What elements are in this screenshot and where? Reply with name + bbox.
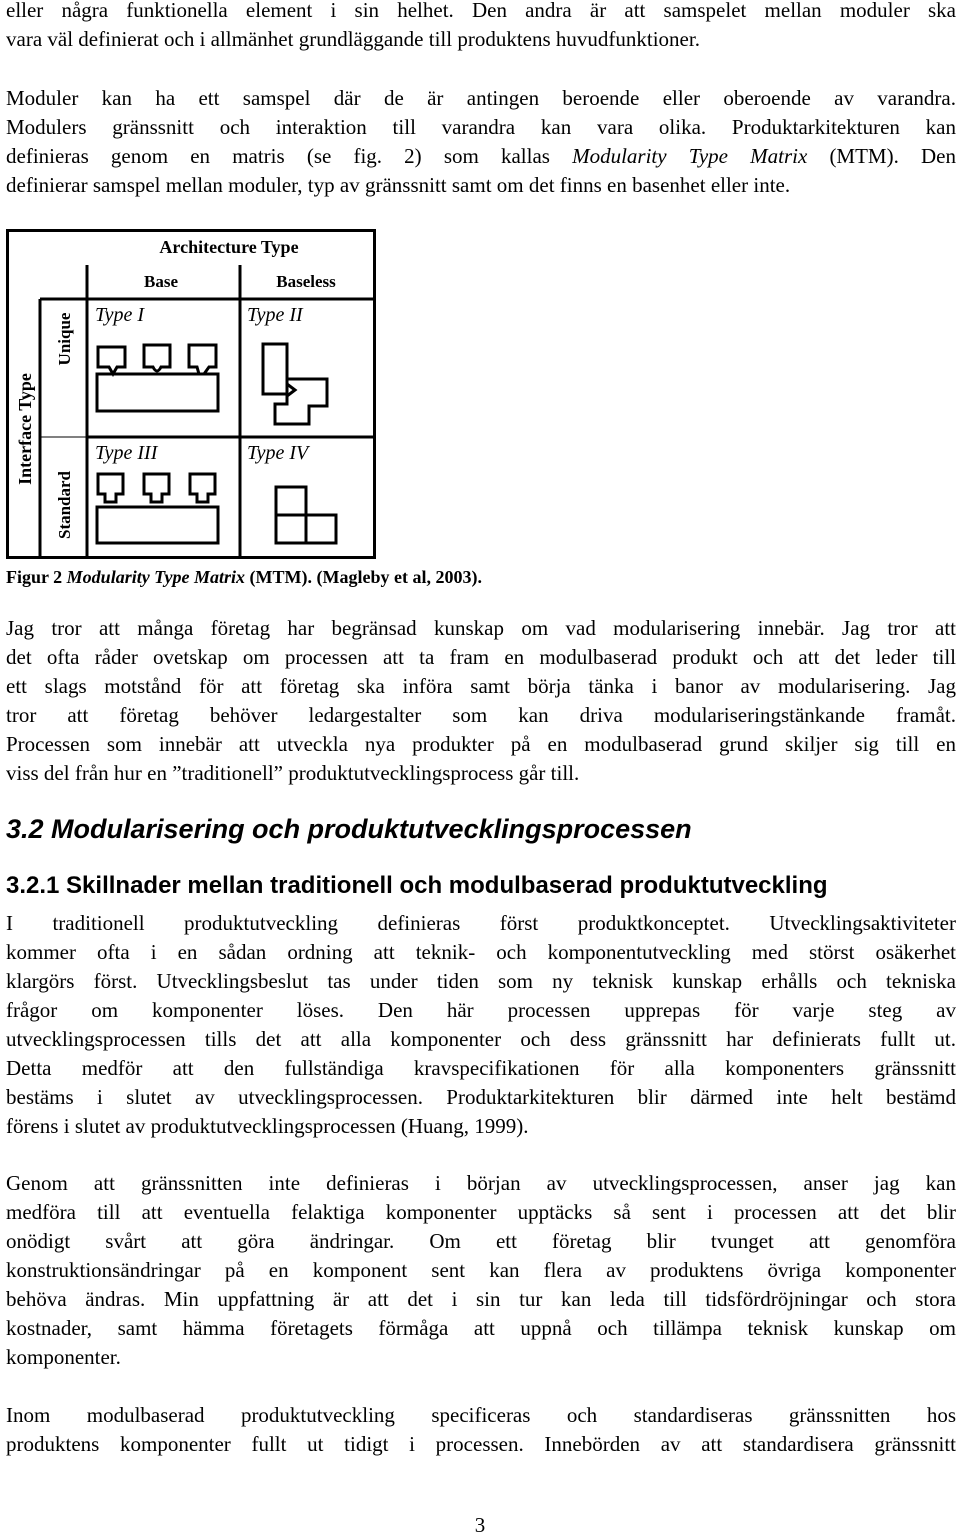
text-line: klargörs först. Utvecklingsbeslut tas under tiden som ny teknisk kunskap erhålls och tekniska (6, 969, 956, 993)
text-line: produktens komponenter fullt ut tidigt i processen. Innebörden av att standardisera gränssnitt (6, 1432, 956, 1456)
paragraph-consequences (6, 1169, 956, 1372)
text-line: det ofta råder ovetskap om processen att ta fram en modulbaserad produkt och att det leder till (6, 645, 956, 669)
text-line: frågor om komponenter löses. Den här processen upprepas för varje steg av (6, 998, 956, 1022)
type-iv-diagram (276, 487, 336, 543)
interface-type-label: Interface Type (15, 373, 35, 485)
section-heading: 3.2 Modularisering och produktutvecklingsprocessen (6, 814, 692, 844)
standard-label: Standard (55, 470, 74, 540)
text-line: kostnader, samt hämma företagets förmåga att uppnå och tillämpa teknisk kunskap om (6, 1316, 956, 1340)
figure-caption (6, 566, 482, 588)
paragraph-modules (6, 84, 956, 200)
text-line: bestäms i slutet av utvecklingsprocessen. Produktarkitekturen blir därmed inte helt bestämd (6, 1085, 956, 1109)
text-line: definierar samspel mellan moduler, typ av gränssnitt samt om det finns en basenhet eller inte. (6, 173, 791, 197)
unique-label: Unique (55, 312, 74, 366)
caption-suffix: (MTM). (Magleby et al, 2003). (245, 567, 482, 587)
paragraph-intro (6, 0, 956, 54)
text-line: ett slags motstånd för att företag ska införa samt börja tänka i banor av modularisering. Jag (6, 674, 956, 698)
modularity-type-matrix-figure (6, 229, 376, 559)
type-iii-label: Type III (95, 442, 158, 464)
text-line: eller några funktionella element i sin helhet. Den andra är att samspelet mellan moduler ska (6, 0, 956, 22)
caption-prefix: Figur 2 (6, 567, 67, 587)
text-line: vara väl definierat och i allmänhet grundläggande till produktens huvudfunktioner. (6, 27, 700, 51)
architecture-type-label: Architecture Type (159, 237, 299, 257)
text-line: Detta medför att den fullständiga kravspecifikationen för alla komponenters gränssnitt (6, 1056, 956, 1080)
type-ii-diagram (263, 344, 327, 424)
text-line: förens i slutet av produktutvecklingsprocessen (Huang, 1999). (6, 1114, 529, 1138)
type-i-diagram (97, 345, 218, 411)
text-line: konstruktionsändringar på en komponent sent kan flera av produktens övriga komponenter (6, 1258, 956, 1282)
base-label: Base (144, 272, 178, 291)
text-line: Processen som innebär att utveckla nya produkter på en modulbaserad grund skiljer sig till en (6, 732, 956, 756)
type-iv-label: Type IV (247, 442, 309, 464)
baseless-label: Baseless (276, 272, 336, 291)
paragraph-modular (6, 1401, 956, 1459)
subsection-heading: 3.2.1 Skillnader mellan traditionell och modulbaserad produktutveckling (6, 872, 828, 899)
paragraph-opinion (6, 614, 956, 788)
text-line: definieras genom en matris (se fig. 2) som kallas Modularity Type Matrix (MTM). Den (6, 144, 956, 168)
type-i-label: Type I (95, 304, 145, 326)
text-line: komponenter. (6, 1345, 121, 1369)
text-line: Modulers gränssnitt och interaktion till varandra kan vara olika. Produktarkitekturen kan (6, 115, 956, 139)
text-line: I traditionell produktutveckling definieras först produktkonceptet. Utvecklingsaktiviteter (6, 911, 956, 935)
text-line: Inom modulbaserad produktutveckling specificeras och standardiseras gränssnitten hos (6, 1403, 956, 1427)
type-ii-label: Type II (247, 304, 303, 326)
text-line: Moduler kan ha ett samspel där de är antingen beroende eller oberoende av varandra. (6, 86, 956, 110)
page-number: 3 (474, 1513, 486, 1537)
text-line: Jag tror att många företag har begränsad kunskap om vad modularisering innebär. Jag tror att (6, 616, 956, 640)
caption-italic: Modularity Type Matrix (66, 567, 246, 587)
text-line: behöva ändras. Min uppfattning är att det i sin tur kan leda till tidsfördröjningar och stora (6, 1287, 956, 1311)
text-line: Genom att gränssnitten inte definieras i början av utvecklingsprocessen, anser jag kan (6, 1171, 956, 1195)
text-line: tror att företag behöver ledargestalter som kan driva modulariseringstänkande framåt. (6, 703, 956, 727)
text-line: utvecklingsprocessen tills det att alla komponenter och dess gränssnitt har definierats fullt ut. (6, 1027, 956, 1051)
text-line: onödigt svårt att göra ändringar. Om ett företag blir tvunget att genomföra (6, 1229, 956, 1253)
type-iii-diagram (97, 474, 218, 543)
text-line: medföra till att eventuella felaktiga komponenter upptäcks så sent i processen att det blir (6, 1200, 956, 1224)
text-line: viss del från hur en ”traditionell” produktutvecklingsprocess går till. (6, 761, 580, 785)
paragraph-traditional (6, 909, 956, 1141)
text-line: kommer ofta i en sådan ordning att teknik- och komponentutveckling med störst osäkerhet (6, 940, 956, 964)
